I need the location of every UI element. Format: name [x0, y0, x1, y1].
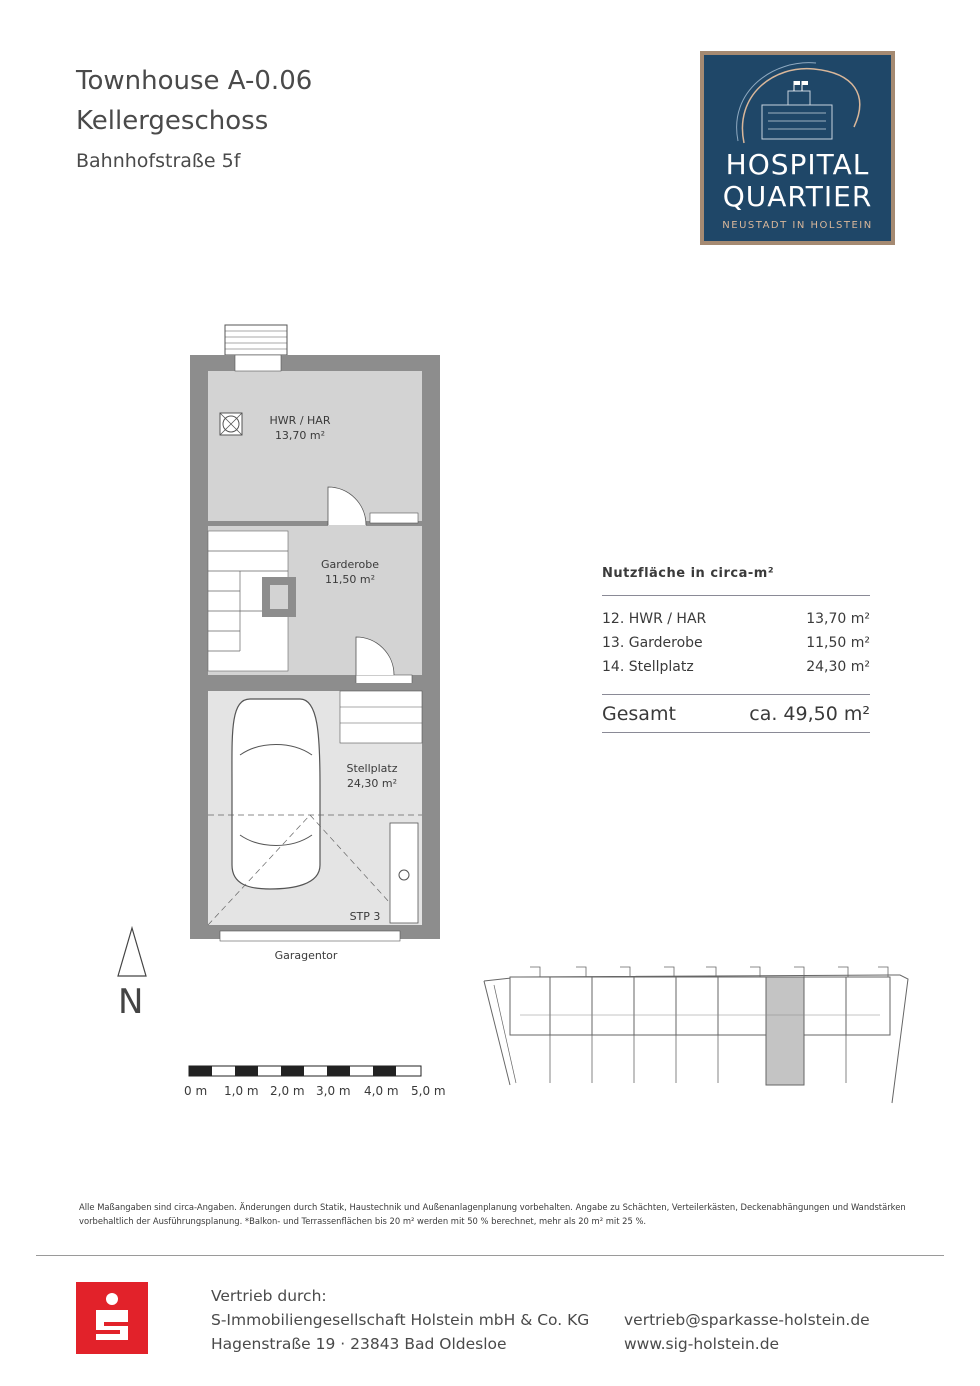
table-divider	[602, 732, 870, 733]
room-name-stellplatz: Stellplatz	[346, 762, 398, 775]
sparkasse-logo-icon	[76, 1282, 148, 1354]
scale-label-2: 2,0 m	[270, 1084, 305, 1098]
disclaimer-line-1: Alle Maßangaben sind circa-Angaben. Änderungen durch Statik, Haustechnik und Außenanlagenplanung vorbehalten. Angabe zu Schächten, Verteilerkästen, Deckenabhängungen und Wandstärken	[79, 1202, 906, 1212]
area-row-value: 24,30 m²	[806, 659, 870, 675]
area-table-heading: Nutzfläche in circa-m²	[602, 566, 775, 581]
footer-company: S-Immobiliengesellschaft Holstein mbH & Co. KG	[211, 1311, 590, 1329]
footer-email-link[interactable]: vertrieb@sparkasse-holstein.de	[624, 1311, 870, 1329]
area-row-value: 11,50 m²	[806, 635, 870, 651]
scale-label-4: 4,0 m	[364, 1084, 399, 1098]
disclaimer-line-2: vorbehaltlich der Ausführungsplanung. *Balkon- und Terrassenflächen bis 20 m² werden mit 50 % berechnet, mehr als 20 m² mit 25 %.	[79, 1216, 647, 1226]
room-area-stellplatz: 24,30 m²	[346, 777, 398, 790]
footer-label: Vertrieb durch:	[211, 1287, 327, 1305]
area-total-value: ca. 49,50 m²	[749, 703, 870, 725]
site-overview-plan	[480, 965, 920, 1105]
logo-text-quartier: QUARTIER	[722, 180, 873, 213]
area-total-label: Gesamt	[602, 703, 676, 725]
footer-divider	[36, 1255, 944, 1256]
room-label-garderobe	[300, 557, 400, 587]
footer-website-link[interactable]: www.sig-holstein.de	[624, 1335, 780, 1353]
logo-text-hospital: HOSPITAL	[725, 148, 870, 181]
page-title: Townhouse A-0.06	[76, 66, 313, 96]
room-name-garderobe: Garderobe	[320, 558, 380, 571]
table-divider	[602, 595, 870, 596]
north-label: N	[118, 982, 144, 1022]
scale-label-5: 5,0 m	[411, 1084, 446, 1098]
room-name-hwr: HWR / HAR	[269, 414, 331, 427]
room-label-hwr	[250, 413, 350, 443]
room-area-hwr: 13,70 m²	[274, 429, 326, 442]
scale-bar	[188, 1064, 428, 1078]
disclaimer	[79, 1200, 949, 1228]
scale-label-0: 0 m	[184, 1084, 208, 1098]
table-divider	[602, 694, 870, 695]
scale-label-1: 1,0 m	[224, 1084, 259, 1098]
room-label-stellplatz	[322, 761, 422, 791]
north-arrow-icon	[112, 926, 152, 978]
parking-label: STP 3	[349, 910, 381, 923]
logo-text-location: NEUSTADT IN HOLSTEIN	[722, 220, 873, 231]
footer-address: Hagenstraße 19 · 23843 Bad Oldesloe	[211, 1335, 507, 1353]
area-row-label: 12. HWR / HAR	[602, 611, 707, 627]
hospital-quartier-logo	[700, 51, 895, 245]
area-row-label: 13. Garderobe	[602, 635, 703, 651]
area-row-label: 14. Stellplatz	[602, 659, 694, 675]
area-row-value: 13,70 m²	[806, 611, 870, 627]
room-area-garderobe: 11,50 m²	[324, 573, 376, 586]
gate-label: Garagentor	[274, 949, 338, 962]
scale-label-3: 3,0 m	[316, 1084, 351, 1098]
address: Bahnhofstraße 5f	[76, 150, 241, 172]
floor-title: Kellergeschoss	[76, 106, 269, 136]
